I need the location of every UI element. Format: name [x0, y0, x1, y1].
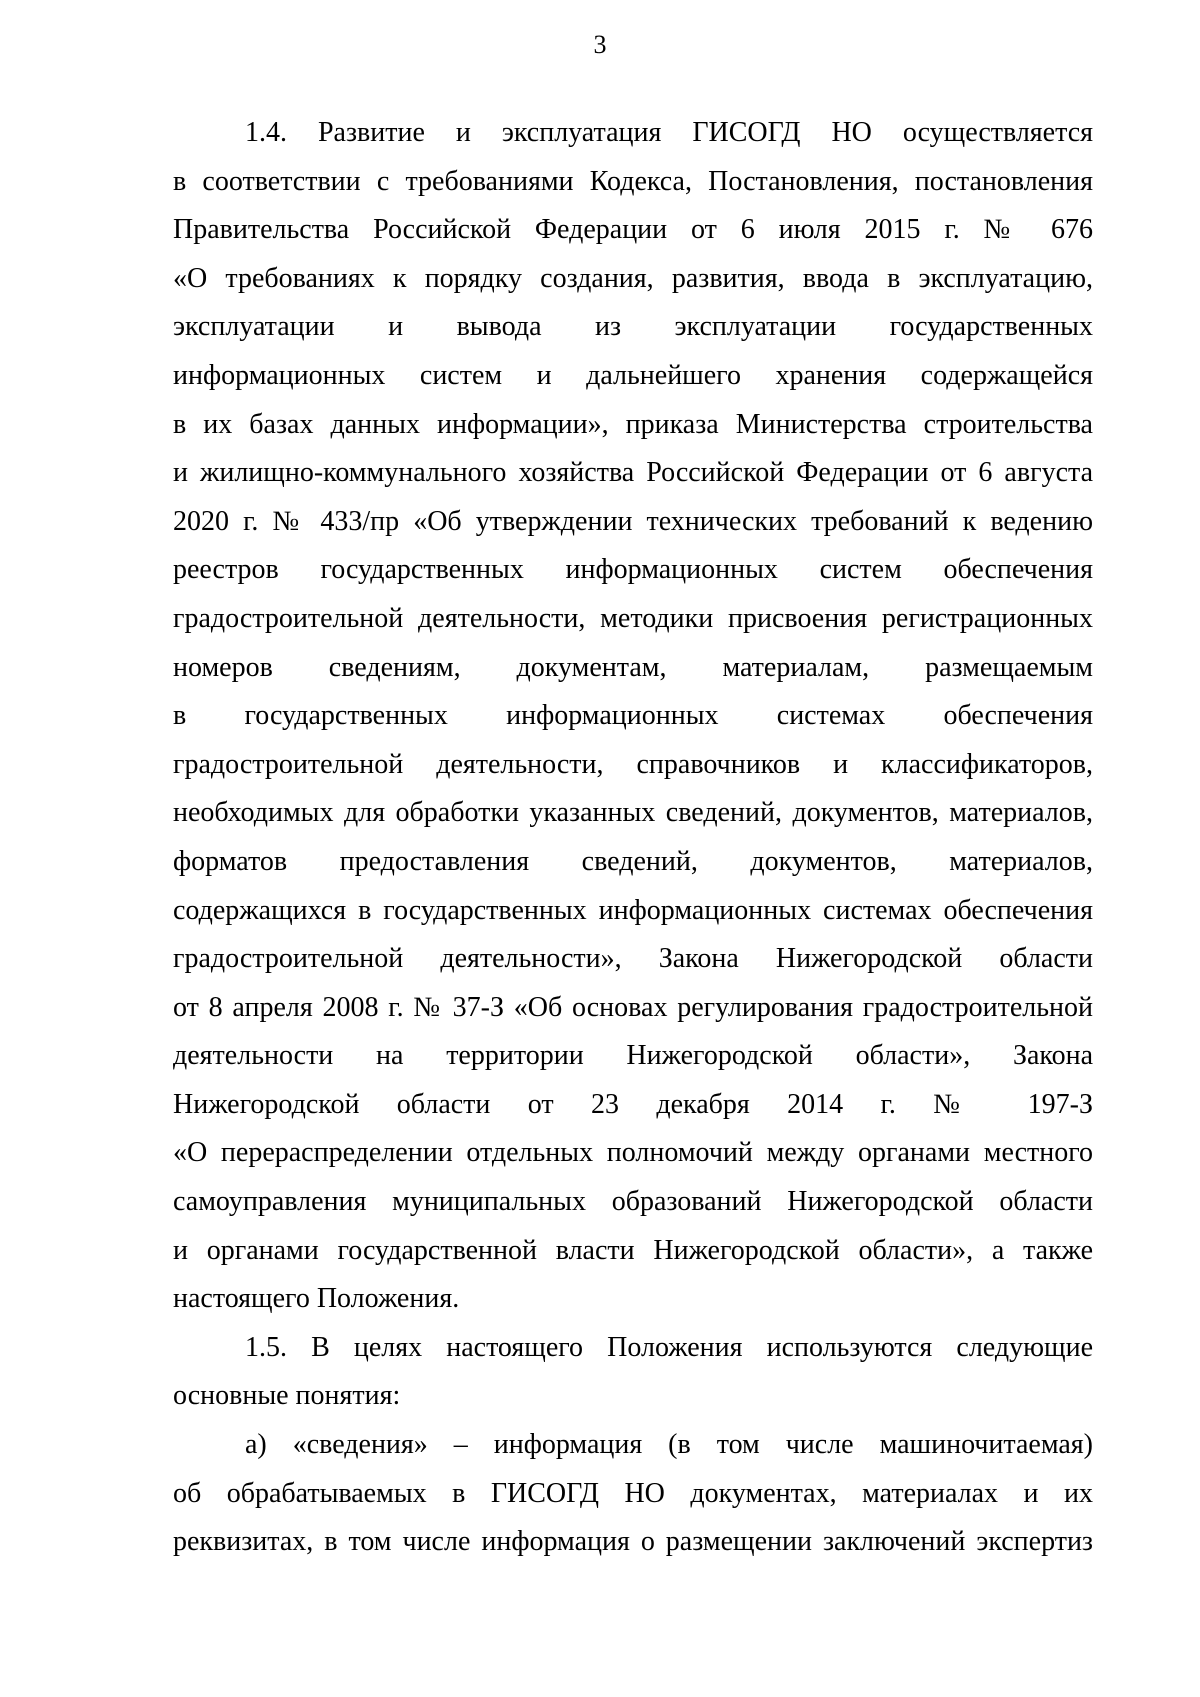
text-line: реквизитах, в том числе информация о размещении заключений экспертиз [173, 1526, 1093, 1558]
paragraph-definition-a [173, 1421, 1093, 1567]
text-line: градостроительной деятельности, методики присвоения регистрационных [173, 602, 1093, 634]
text-line: Правительства Российской Федерации от 6 июля 2015 г. № 676 [173, 214, 1093, 246]
text-line: 1.4. Развитие и эксплуатация ГИСОГД НО осуществляется [245, 117, 1093, 148]
text-line: эксплуатации и вывода из эксплуатации государственных [173, 311, 1093, 343]
text-line: и жилищно-коммунального хозяйства Российской Федерации от 6 августа [173, 457, 1093, 489]
text-line: 1.5. В целях настоящего Положения используются следующие [245, 1331, 1093, 1363]
text-line: Нижегородской области от 23 декабря 2014 г. № 197-З [173, 1088, 1093, 1120]
document-body [173, 109, 1093, 1567]
paragraph-1-4 [173, 109, 1093, 1324]
text-line: настоящего Положения. [173, 1283, 460, 1315]
text-line: об обрабатываемых в ГИСОГД НО документах, материалах и их [173, 1477, 1093, 1509]
text-line: в государственных информационных системах обеспечения [173, 700, 1093, 732]
text-line: от 8 апреля 2008 г. № 37-З «Об основах регулирования градостроительной [173, 991, 1093, 1023]
text-line: необходимых для обработки указанных сведений, документов, материалов, [173, 797, 1093, 829]
text-line: градостроительной деятельности», Закона Нижегородской области [173, 943, 1093, 975]
page-number: 3 [593, 30, 607, 59]
text-line: в соответствии с требованиями Кодекса, Постановления, постановления [173, 165, 1093, 197]
text-line: 2020 г. № 433/пр «Об утверждении технических требований к ведению [173, 505, 1093, 537]
text-line: информационных систем и дальнейшего хранения содержащейся [173, 359, 1093, 391]
text-line: содержащихся в государственных информационных системах обеспечения [173, 894, 1093, 926]
text-line: и органами государственной власти Нижегородской области», а также [173, 1234, 1093, 1266]
text-line: в их базах данных информации», приказа Министерства строительства [173, 408, 1093, 440]
text-line: реестров государственных информационных систем обеспечения [173, 554, 1093, 586]
text-line: градостроительной деятельности, справочников и классификаторов, [173, 748, 1093, 780]
text-line: номеров сведениям, документам, материалам, размещаемым [173, 651, 1093, 683]
text-line: «О перераспределении отдельных полномочий между органами местного [173, 1137, 1093, 1169]
text-line: самоуправления муниципальных образований Нижегородской области [173, 1186, 1093, 1218]
text-line: основные понятия: [173, 1380, 401, 1412]
text-line: а) «сведения» – информация (в том числе машиночитаемая) [245, 1429, 1093, 1461]
paragraph-1-5 [173, 1324, 1093, 1421]
text-line: форматов предоставления сведений, документов, материалов, [173, 845, 1093, 877]
text-line: «О требованиях к порядку создания, развития, ввода в эксплуатацию, [173, 262, 1093, 294]
text-line: деятельности на территории Нижегородской области», Закона [173, 1040, 1093, 1072]
